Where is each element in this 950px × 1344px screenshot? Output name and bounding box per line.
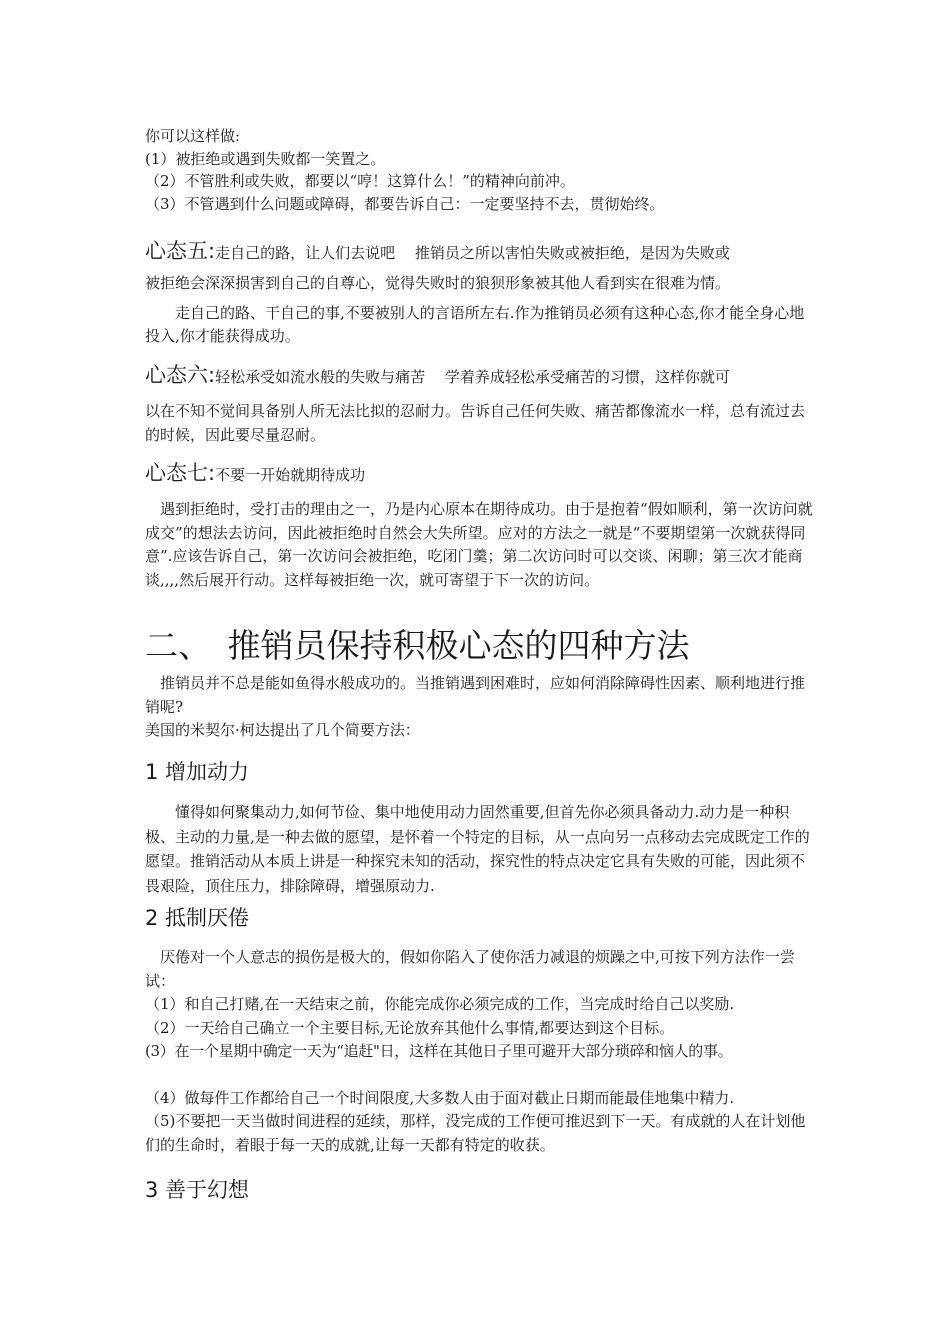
method2-item-4: （4）做每件工作都给自己一个时间限度,大多数人由于面对截止日期而能最佳地集中精力. (145, 1088, 735, 1107)
method1-para: 懂得如何聚集动力,如何节俭、集中地使用动力固然重要,但首先你必须具备动力.动力是一种积极、主动的力量,是一种去做的愿望，是怀着一个特定的目标，从一点向另一点移动去完成既定工作的愿望。推销活动从本质上讲是一种探究未知的活动，探究性的特点决定它具有失败的可能，因此须不畏艰险，顶住压力，排除障碍，增强原动力. (145, 803, 810, 895)
intro-item-1: (1）被拒绝或遇到失败都一笑置之。 (145, 149, 386, 168)
mindset5-block (145, 236, 815, 349)
method2-item-3: (3）在一个星期中确定一天为“追赶"日，这样在其他日子里可避开大部分琐碎和恼人的事。 (145, 1042, 733, 1060)
method1-block (145, 758, 815, 898)
method3-heading: 3 善于幻想 (145, 1178, 250, 1202)
mindset7-label: 心态七: (145, 461, 216, 485)
mindset6-heading-line (145, 360, 815, 392)
intro-item-2: （2）不管胜利或失败，都要以“哼！这算什么！”的精神向前冲。 (145, 172, 575, 190)
mindset6-block (145, 360, 815, 447)
mindset7-title: 不要一开始就期待成功 (215, 466, 366, 484)
mindset7-block (145, 458, 815, 592)
mindset5-para2: 走自己的路、干自己的事,不要被别人的言语所左右.作为推销员必须有这种心态,你才能全身心地投入,你才能获得成功。 (145, 303, 805, 345)
section2-block (145, 626, 815, 743)
section2-heading: 二、 推销员保持积极心态的四种方法 (145, 626, 690, 665)
method2-para: 厌倦对一个人意志的损伤是极大的，假如你陷入了使你活力减退的烦躁之中,可按下列方法作一尝试： (145, 948, 795, 990)
method3-block (145, 1176, 815, 1204)
mindset5-title-text: 走自己的路，让人们去说吧 推销员之所以害怕失败或被拒绝，是因为失败或 (215, 244, 730, 262)
mindset6-para: 以在不知不觉间具备别人所无法比拟的忍耐力。告诉自己任何失败、痛苦都像流水一样，总有流过去的时候，因此要尽量忍耐。 (145, 402, 806, 444)
method2-item-5: （5)不要把一天当做时间进程的延续，那样，没完成的工作便可推迟到下一天。有成就的人在计划他们的生命时，着眼于每一天的成就,让每一天都有特定的收获。 (145, 1112, 806, 1154)
section2-para1: 推销员并不总是能如鱼得水般成功的。当推销遇到困难时，应如何消除障碍性因素、顺利地进行推销呢? (145, 674, 806, 716)
mindset6-label: 心态六: (145, 363, 216, 387)
mindset7-heading-line (145, 458, 815, 490)
intro-item-3: （3）不管遇到什么问题或障碍，都要告诉自己：一定要坚持不去，贯彻始终。 (145, 194, 665, 213)
mindset7-para: 遇到拒绝时，受打击的理由之一，乃是内心原本在期待成功。由于是抱着“假如顺利，第一次访问就成交”的想法去访问，因此被拒绝时自然会大失所望。应对的方法之一就是“不要期望第一次就获得同意”.应该告诉自己，第一次访问会被拒绝，吃闭门羹；第二次访问时可以交谈、闲聊；第三次才能商谈,,,,然后展开行动。这样每被拒绝一次，就可寄望于下一次的访问。 (145, 500, 813, 589)
intro-lead: 你可以这样做: (145, 127, 241, 145)
method2-block (145, 904, 815, 1157)
method2-item-2: （2）一天给自己确立一个主要目标,无论放弃其他什么事情,都要达到这个目标。 (145, 1018, 675, 1037)
intro-block (145, 125, 815, 215)
section2-para2: 美国的米契尔·柯达提出了几个简要方法： (145, 721, 420, 739)
mindset5-heading-line (145, 236, 815, 268)
method2-item-1: （1）和自己打赌,在一天结束之前，你能完成你必须完成的工作，当完成时给自己以奖励. (145, 995, 735, 1013)
mindset5-line2: 被拒绝会深深损害到自己的自尊心，觉得失败时的狼狈形象被其他人看到实在很难为情。 (145, 274, 731, 292)
method2-heading: 2 抵制厌倦 (145, 906, 250, 930)
method1-heading: 1 增加动力 (145, 760, 250, 784)
mindset5-label: 心态五: (145, 239, 216, 263)
mindset6-title-text: 轻松承受如流水般的失败与痛苦 学着养成轻松承受痛苦的习惯，这样你就可 (215, 368, 730, 386)
